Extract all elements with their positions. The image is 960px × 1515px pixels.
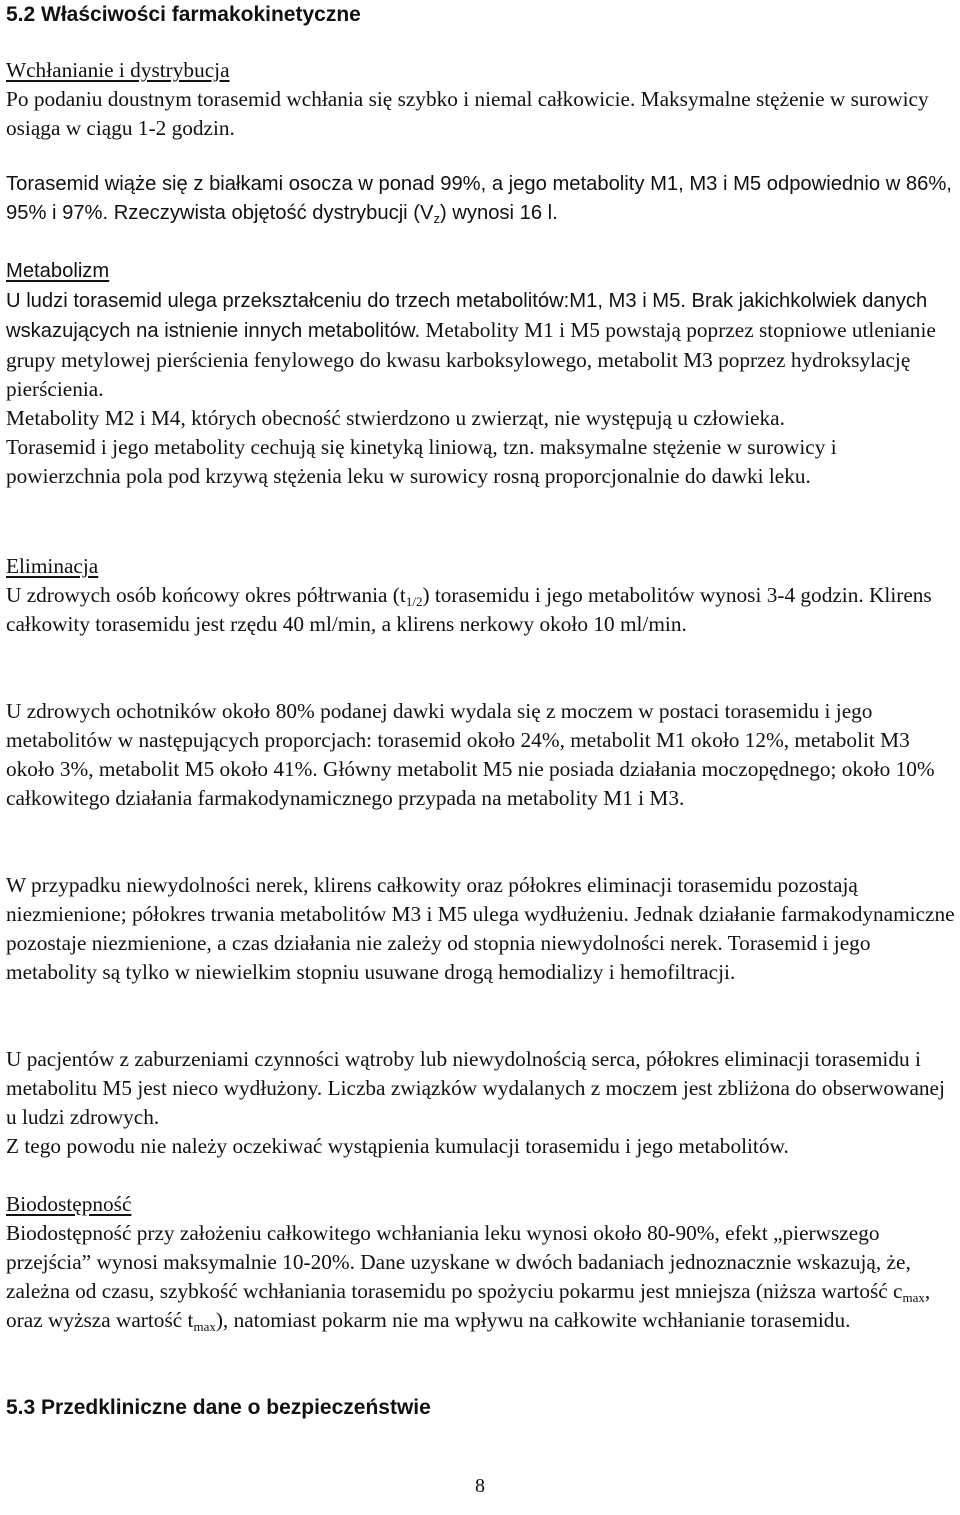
section-heading-5-2: 5.2 Właściwości farmakokinetyczne [6, 3, 361, 26]
cmax-subscript: max [902, 1290, 925, 1305]
elimination-paragraph-1a: U zdrowych osób końcowy okres półtrwania (t [6, 583, 406, 607]
absorption-block [6, 56, 956, 143]
section-heading-5-3: 5.3 Przedkliniczne dane o bezpieczeństwie [6, 1396, 431, 1419]
elimination-paragraph-5: Z tego powodu nie należy oczekiwać wystąpienia kumulacji torasemidu i jego metabolitów. [6, 1134, 789, 1158]
subheading-elimination: Eliminacja [6, 554, 99, 578]
bioavailability-text-a: Biodostępność przy założeniu całkowitego wchłaniania leku wynosi około 80-90%, efekt „pierwszego przejścia” wynosi maksymalnie 10-20%. Dane uzyskane w dwóch badaniach jednoznacznie wskazują, że, zależna od czasu, szybkość wchłaniania torasemidu po spożyciu pokarmu jest mniejsza (niższa wartość c [6, 1221, 911, 1303]
elimination-paragraph-1b: ) torasemidu i jego metabolitów wynosi 3-4 godzin. Klirens całkowity torasemidu jest rzędu 40 ml/min, a klirens nerkowy około 10 ml/min. [6, 583, 932, 636]
metabolism-block [6, 257, 956, 491]
bioavailability-text-b: , oraz wyższa wartość t [6, 1279, 931, 1332]
bioavailability-text-c: ), natomiast pokarm nie ma wpływu na całkowite wchłanianie torasemidu. [215, 1308, 851, 1332]
metabolism-paragraph-2: Metabolity M2 i M4, których obecność stwierdzono u zwierząt, nie występują u człowieka. [6, 406, 785, 430]
distribution-paragraph [6, 170, 956, 228]
vz-subscript: z [433, 211, 440, 226]
tmax-subscript: max [193, 1319, 216, 1334]
elimination-paragraph-4-5 [6, 1045, 956, 1161]
subheading-absorption: Wchłanianie i dystrybucja [6, 58, 230, 82]
subheading-bioavailability: Biodostępność [6, 1192, 132, 1216]
metabolism-paragraph-1a: U ludzi torasemid ulega przekształceniu do trzech metabolitów:M1, M3 i M5. Brak jakichkolwiek danych wskazujących na istnienie innych metabolitów. [6, 290, 928, 342]
elimination-paragraph-4: U pacjentów z zaburzeniami czynności wątroby lub niewydolnością serca, półokres eliminacji torasemidu i metabolitu M5 jest nieco wydłużony. Liczba związków wydalanych z moczem jest zbliżona do obserwowanej u ludzi zdrowych. [6, 1047, 945, 1129]
subheading-metabolism: Metabolizm [6, 260, 110, 282]
distribution-text: Torasemid wiąże się z białkami osocza w ponad 99%, a jego metabolity M1, M3 i M5 odpowiednio w 86%, 95% i 97%. Rzeczywista objętość dystrybucji (V [6, 173, 952, 224]
distribution-text-end: ) wynosi 16 l. [439, 202, 558, 224]
metabolism-paragraph-1b: Metabolity M1 i M5 powstają poprzez stopniowe utlenianie grupy metylowej pierścienia fenylowego do kwasu karboksylowego, metabolit M3 poprzez hydroksylację pierścienia. [6, 318, 936, 401]
half-life-subscript: 1/2 [405, 594, 423, 609]
elimination-paragraph-3: W przypadku niewydolności nerek, klirens całkowity oraz półokres eliminacji torasemidu pozostają niezmienione; półokres trwania metabolitów M3 i M5 ulega wydłużeniu. Jednak działanie farmakodynamiczne pozostaje niezmienione, a czas działania nie zależy od stopnia niewydolności nerek. Torasemid i jego metabolity są tylko w niewielkim stopniu usuwane drogą hemodializy i hemofiltracji. [6, 873, 955, 984]
page-number: 8 [475, 1475, 485, 1497]
bioavailability-block [6, 1190, 956, 1335]
elimination-paragraph-2: U zdrowych ochotników około 80% podanej dawki wydala się z moczem w postaci torasemidu i jego metabolitów w następujących proporcjach: torasemid około 24%, metabolit M1 około 12%, metabolit M3 około 3%, metabolit M5 około 41%. Główny metabolit M5 nie posiada działania moczopędnego; około 10% całkowitego działania farmakodynamicznego przypada na metabolity M1 i M3. [6, 699, 935, 810]
absorption-paragraph-1: Po podaniu doustnym torasemid wchłania się szybko i niemal całkowicie. Maksymalne stężenie w surowicy osiąga w ciągu 1-2 godzin. [6, 87, 929, 140]
metabolism-paragraph-3: Torasemid i jego metabolity cechują się kinetyką liniową, tzn. maksymalne stężenie w surowicy i powierzchnia pola pod krzywą stężenia leku w surowicy rosną proporcjonalnie do dawki leku. [6, 435, 837, 488]
elimination-block [6, 552, 956, 639]
